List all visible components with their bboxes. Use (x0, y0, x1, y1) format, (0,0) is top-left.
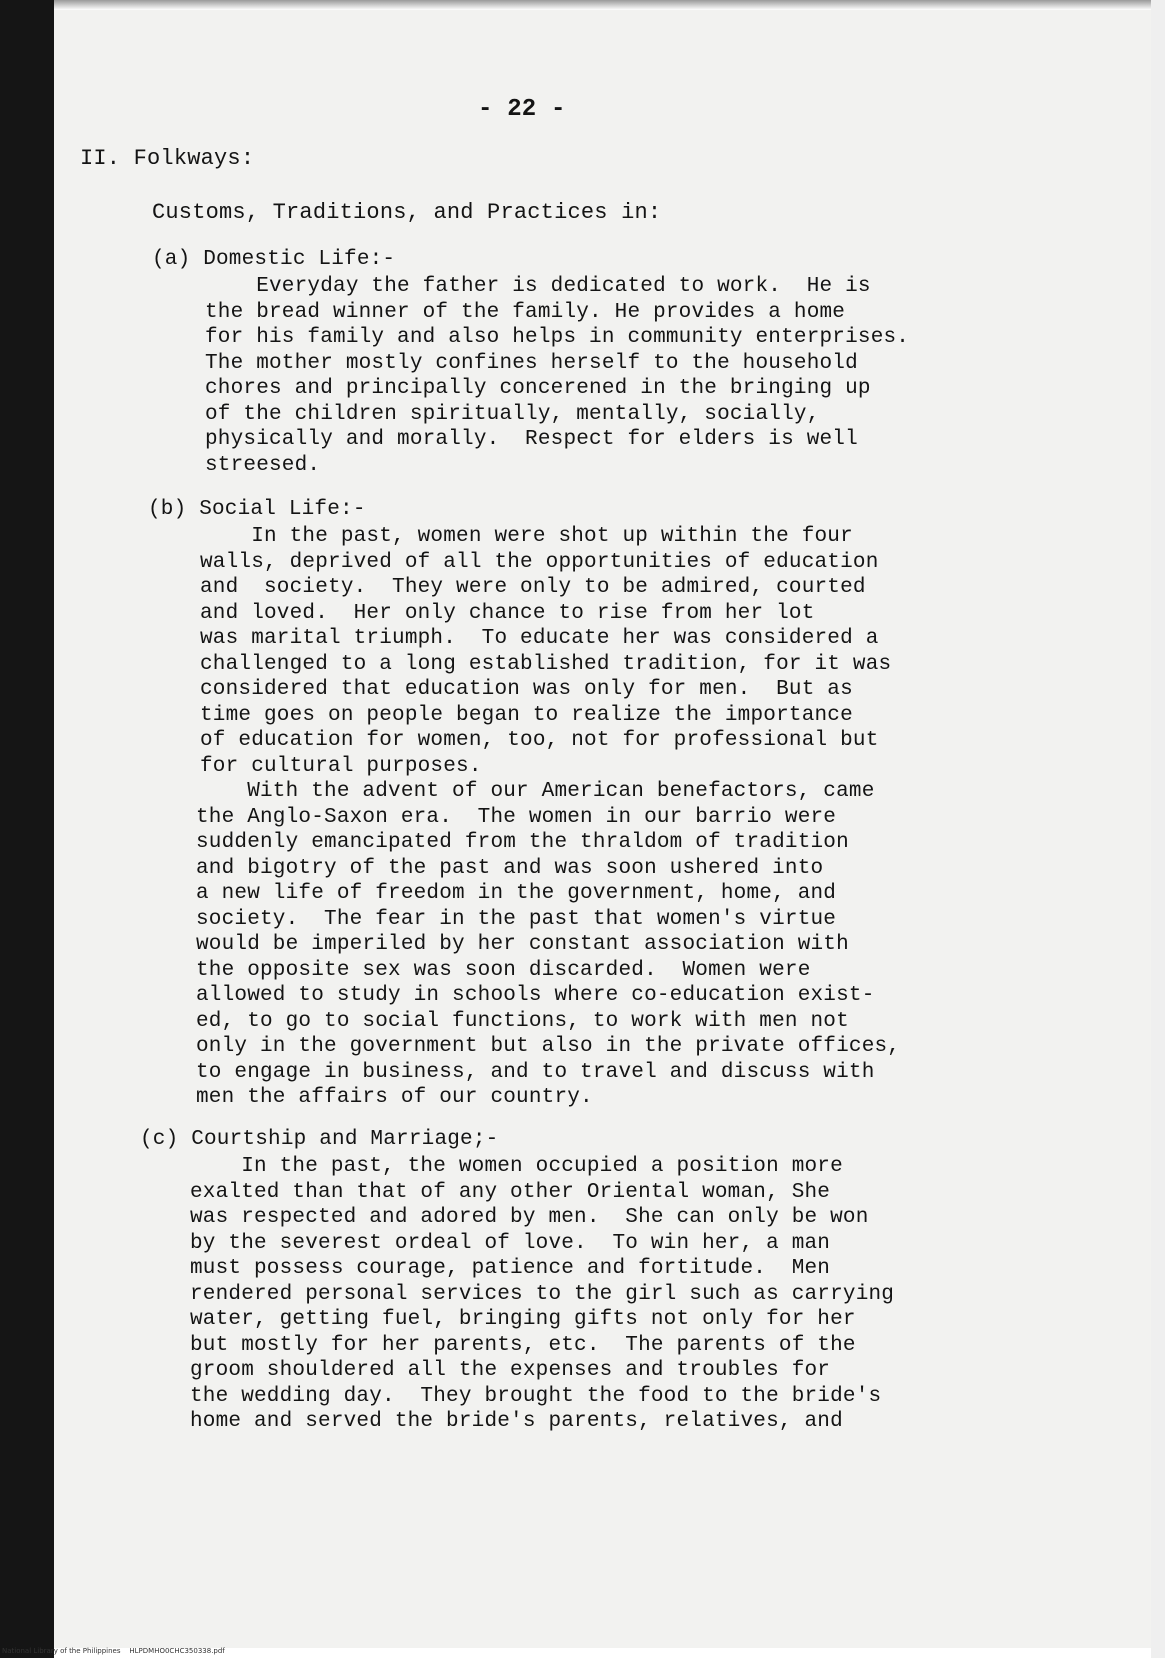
section-subtitle: Customs, Traditions, and Practices in: (152, 200, 662, 225)
binding-edge (0, 0, 54, 1658)
heading-courtship-marriage: (c) Courtship and Marriage;- (140, 1128, 499, 1151)
section-title: II. Folkways: (80, 146, 255, 171)
heading-social-life: (b) Social Life:- (148, 498, 366, 521)
top-shadow (54, 0, 1151, 10)
heading-domestic-life: (a) Domestic Life:- (152, 248, 396, 271)
page-number: - 22 - (478, 96, 566, 123)
paragraph-social-life-1: In the past, women were shot up within the four walls, deprived of all the opportunities of education and society. They were only to be admired, courted and loved. Her only chance to rise from her lot was marital triumph. To educate her was considered a challenged to a long established tradition, for it was considered that education was only for men. But as time goes on people began to realize the importance of education for women, too, not for professional but for cultural purposes. (200, 525, 892, 778)
paragraph-domestic-life: Everyday the father is dedicated to work. He is the bread winner of the family. He provides a home for his family and also helps in community enterprises. The mother mostly confines herself to the household chores and principally concerened in the bringing up of the children spiritually, mentally, socially, physically and morally. Respect for elders is well streesed. (205, 275, 910, 477)
paragraph-social-life-2: With the advent of our American benefactors, came the Anglo-Saxon era. The women in our barrio were suddenly emancipated from the thraldom of tradition and bigotry of the past and was soon ushered into a new life of freedom in the government, home, and society. The fear in the past that women's virtue would be imperiled by her constant association with the opposite sex was soon discarded. Women were allowed to study in schools where co-education exist- ed, to go to social functions, to work with men not only in the government but also in the private offices, to engage in business, and to travel and discuss with men the affairs of our country. (196, 780, 901, 1109)
paragraph-courtship-marriage: In the past, the women occupied a position more exalted than that of any other Oriental woman, She was respected and adored by men. She can only be won by the severest ordeal of love. To win her, a man must possess courage, patience and fortitude. Men rendered personal services to the girl such as carrying water, getting fuel, bringing gifts not only for her but mostly for her parents, etc. The parents of the groom shouldered all the expenses and troubles for the wedding day. They brought the food to the bride's home and served the bride's parents, relatives, and (190, 1155, 895, 1433)
right-margin-edge (1151, 0, 1165, 1658)
footer-source-line: National Library of the Philippines HLPDMHO0CHC350338.pdf (2, 1647, 225, 1655)
